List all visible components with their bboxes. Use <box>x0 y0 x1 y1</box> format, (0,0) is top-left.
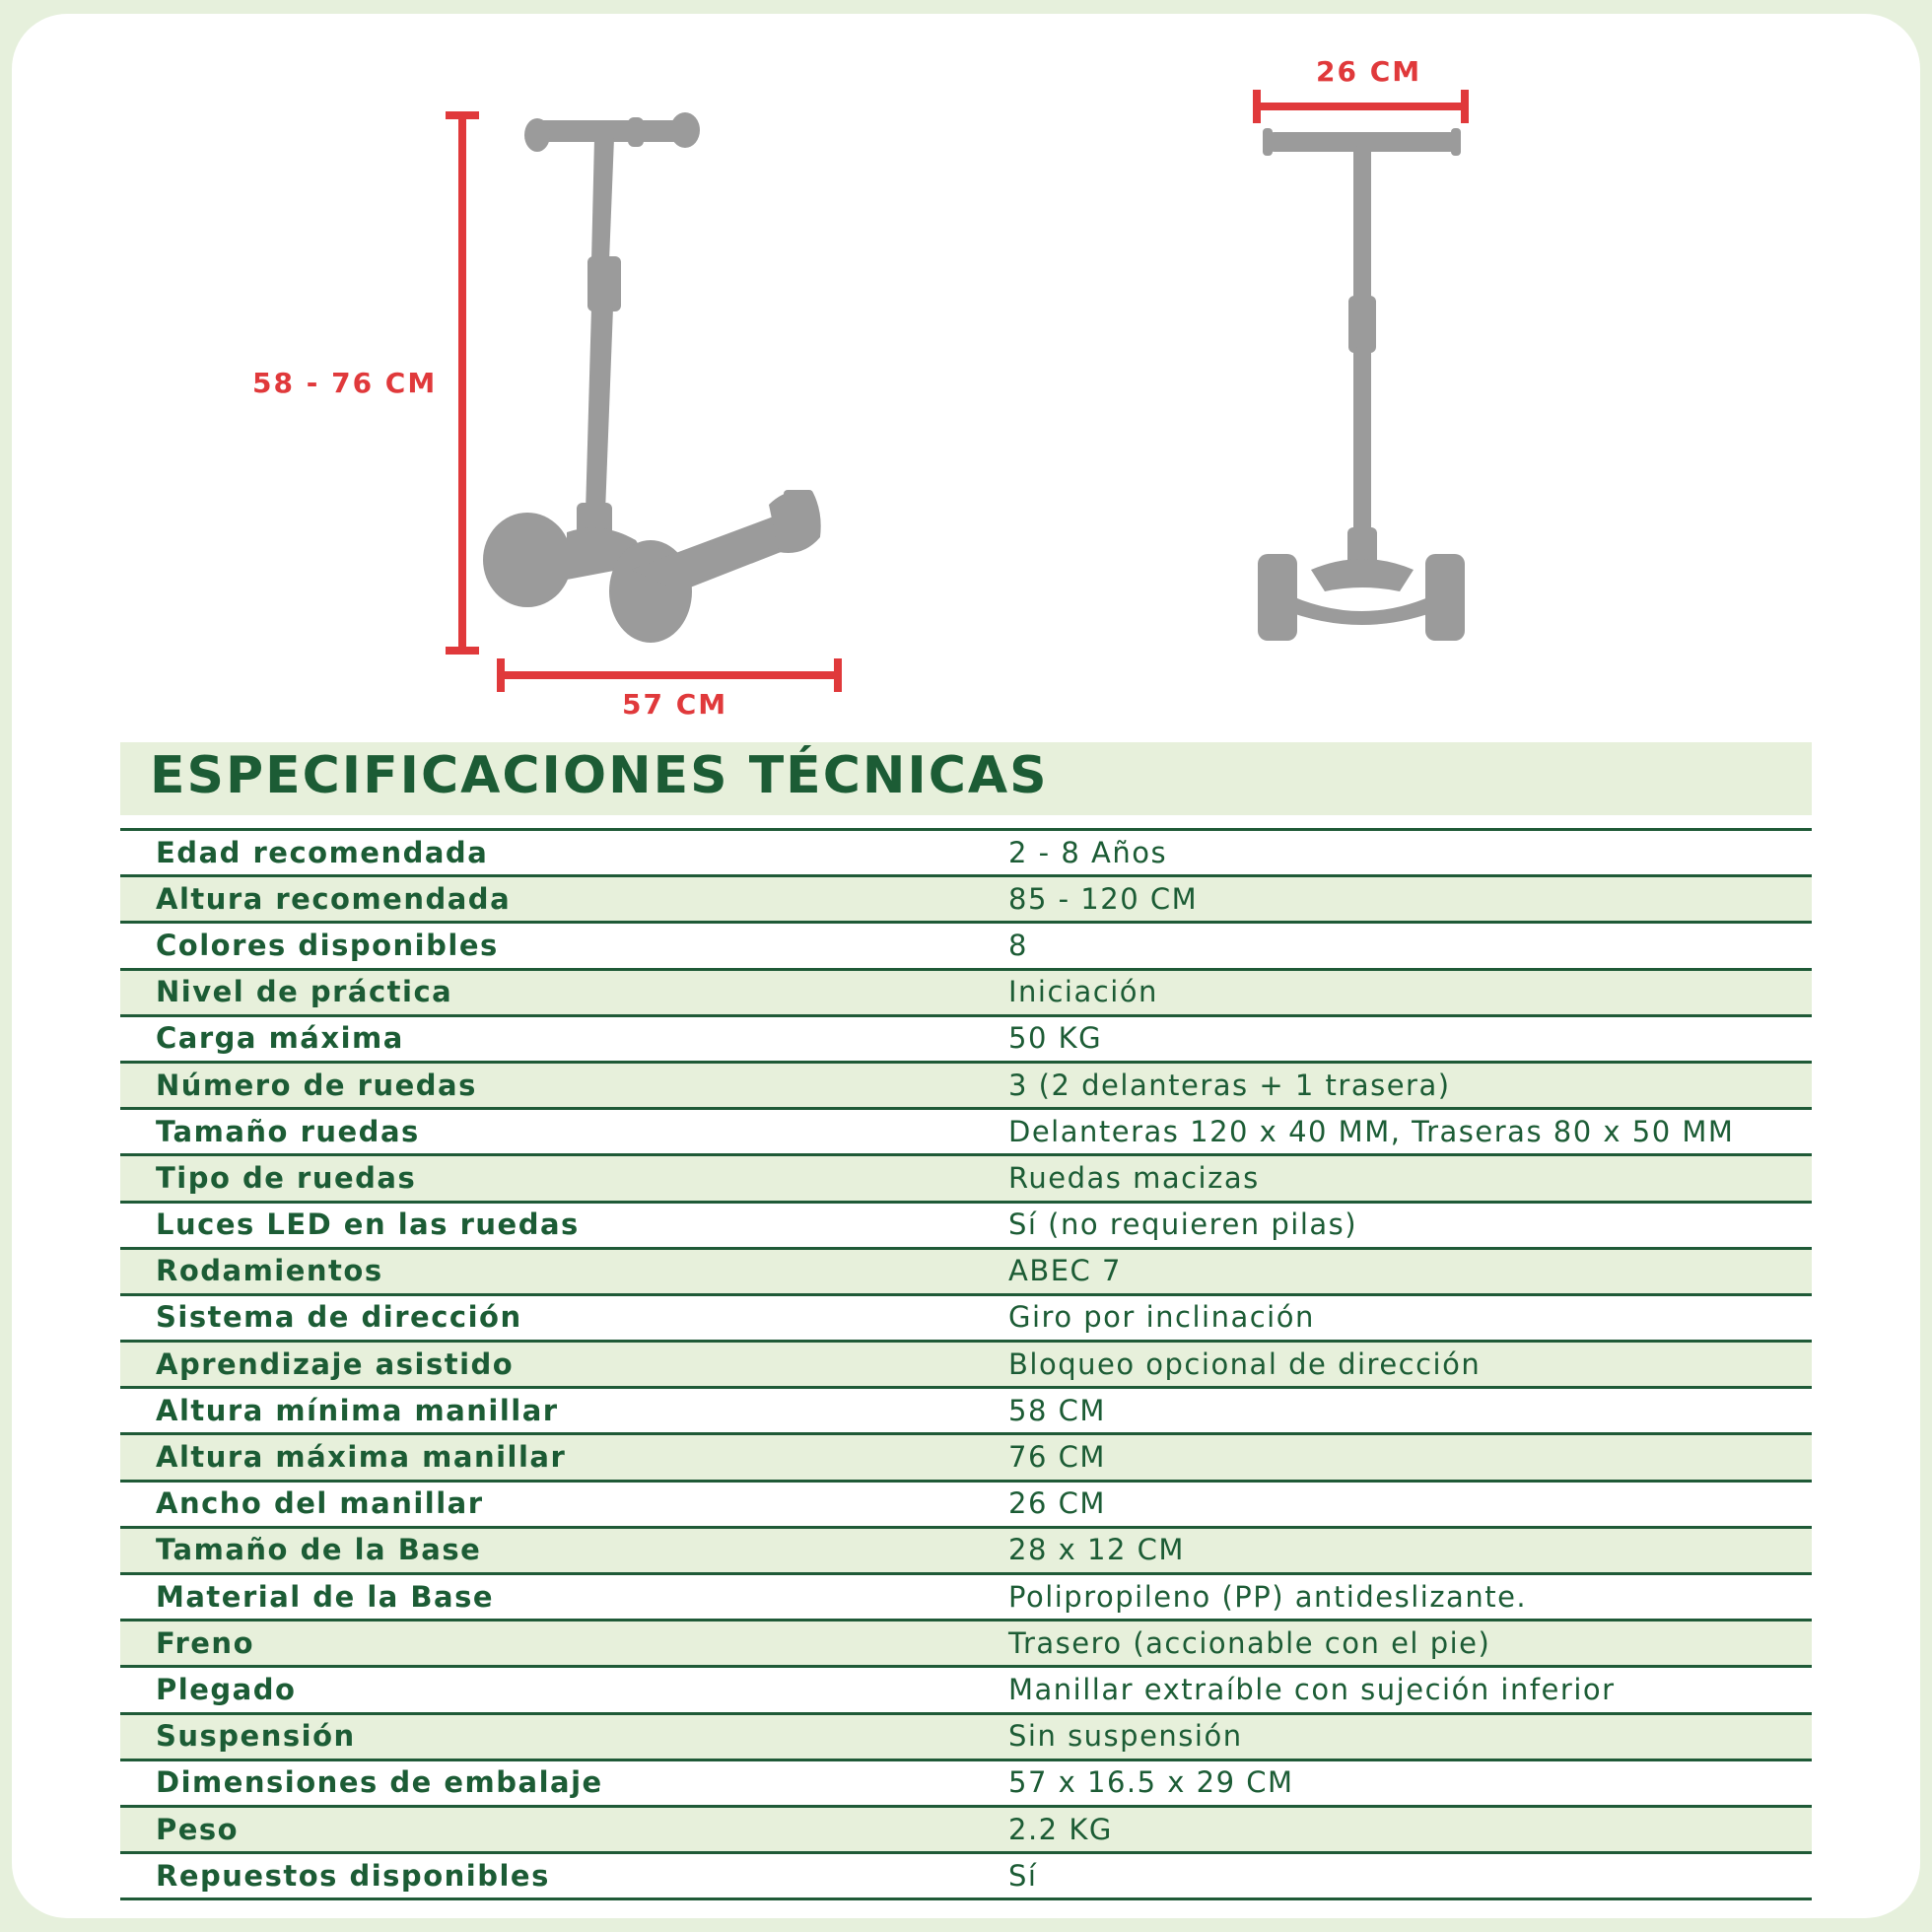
table-row <box>120 1527 1812 1573</box>
spec-label: Peso <box>120 1806 1008 1852</box>
height-dimension-line <box>446 115 479 651</box>
width-dimension-line <box>1257 90 1465 123</box>
spec-label: Aprendizaje asistido <box>120 1342 1008 1388</box>
table-row <box>120 1481 1812 1527</box>
spec-value: Sin suspensión <box>1008 1713 1812 1760</box>
spec-label: Altura máxima manillar <box>120 1434 1008 1481</box>
spec-value: Delanteras 120 x 40 MM, Traseras 80 x 50 MM <box>1008 1109 1812 1155</box>
table-row <box>120 923 1812 969</box>
spec-value: Ruedas macizas <box>1008 1155 1812 1202</box>
table-row <box>120 1388 1812 1434</box>
spec-label: Edad recomendada <box>120 830 1008 876</box>
spec-value: 76 CM <box>1008 1434 1812 1481</box>
spec-label: Luces LED en las ruedas <box>120 1202 1008 1248</box>
spec-title: ESPECIFICACIONES TÉCNICAS <box>150 746 1049 805</box>
spec-label: Sistema de dirección <box>120 1294 1008 1341</box>
spec-value: 3 (2 delanteras + 1 trasera) <box>1008 1062 1812 1108</box>
width-dimension-label: 26 CM <box>1316 55 1422 88</box>
table-row <box>120 1294 1812 1341</box>
table-row <box>120 1342 1812 1388</box>
spec-label: Rodamientos <box>120 1248 1008 1294</box>
spec-value: 85 - 120 CM <box>1008 876 1812 923</box>
spec-label: Material de la Base <box>120 1574 1008 1621</box>
spec-value: 26 CM <box>1008 1481 1812 1527</box>
spec-value: Trasero (accionable con el pie) <box>1008 1621 1812 1667</box>
spec-value: Iniciación <box>1008 969 1812 1015</box>
table-row <box>120 1713 1812 1760</box>
table-row <box>120 1760 1812 1806</box>
spec-value: 28 x 12 CM <box>1008 1527 1812 1573</box>
table-row <box>120 969 1812 1015</box>
scooter-side-view <box>483 112 821 643</box>
spec-label: Número de ruedas <box>120 1062 1008 1108</box>
spec-table <box>120 828 1812 1900</box>
length-dimension-label: 57 CM <box>622 688 728 721</box>
spec-value: ABEC 7 <box>1008 1248 1812 1294</box>
table-row <box>120 1062 1812 1108</box>
spec-label: Plegado <box>120 1667 1008 1713</box>
table-row <box>120 1248 1812 1294</box>
spec-value: 58 CM <box>1008 1388 1812 1434</box>
table-row <box>120 1667 1812 1713</box>
spec-label: Tamaño ruedas <box>120 1109 1008 1155</box>
scooter-front-view <box>1258 128 1465 641</box>
spec-label: Altura mínima manillar <box>120 1388 1008 1434</box>
spec-value: 8 <box>1008 923 1812 969</box>
table-row <box>120 1202 1812 1248</box>
table-row <box>120 830 1812 876</box>
table-row <box>120 1155 1812 1202</box>
spec-value: Polipropileno (PP) antideslizante. <box>1008 1574 1812 1621</box>
table-row <box>120 1109 1812 1155</box>
spec-label: Tipo de ruedas <box>120 1155 1008 1202</box>
spec-value: Sí (no requieren pilas) <box>1008 1202 1812 1248</box>
spec-value: 2.2 KG <box>1008 1806 1812 1852</box>
length-dimension-line <box>501 658 838 692</box>
table-row <box>120 1434 1812 1481</box>
spec-label: Colores disponibles <box>120 923 1008 969</box>
table-row <box>120 1015 1812 1062</box>
spec-value: Bloqueo opcional de dirección <box>1008 1342 1812 1388</box>
spec-value: 50 KG <box>1008 1015 1812 1062</box>
spec-label: Tamaño de la Base <box>120 1527 1008 1573</box>
table-row <box>120 1806 1812 1852</box>
spec-label: Dimensiones de embalaje <box>120 1760 1008 1806</box>
table-row <box>120 1853 1812 1899</box>
spec-label: Carga máxima <box>120 1015 1008 1062</box>
spec-label: Repuestos disponibles <box>120 1853 1008 1899</box>
spec-value: Manillar extraíble con sujeción inferior <box>1008 1667 1812 1713</box>
spec-label: Nivel de práctica <box>120 969 1008 1015</box>
spec-value: 57 x 16.5 x 29 CM <box>1008 1760 1812 1806</box>
spec-label: Suspensión <box>120 1713 1008 1760</box>
spec-label: Ancho del manillar <box>120 1481 1008 1527</box>
height-dimension-label: 58 - 76 CM <box>252 367 438 399</box>
spec-label: Freno <box>120 1621 1008 1667</box>
table-row <box>120 1621 1812 1667</box>
spec-value: Giro por inclinación <box>1008 1294 1812 1341</box>
spec-value: Sí <box>1008 1853 1812 1899</box>
table-row <box>120 1574 1812 1621</box>
table-row <box>120 876 1812 923</box>
spec-label: Altura recomendada <box>120 876 1008 923</box>
spec-value: 2 - 8 Años <box>1008 830 1812 876</box>
